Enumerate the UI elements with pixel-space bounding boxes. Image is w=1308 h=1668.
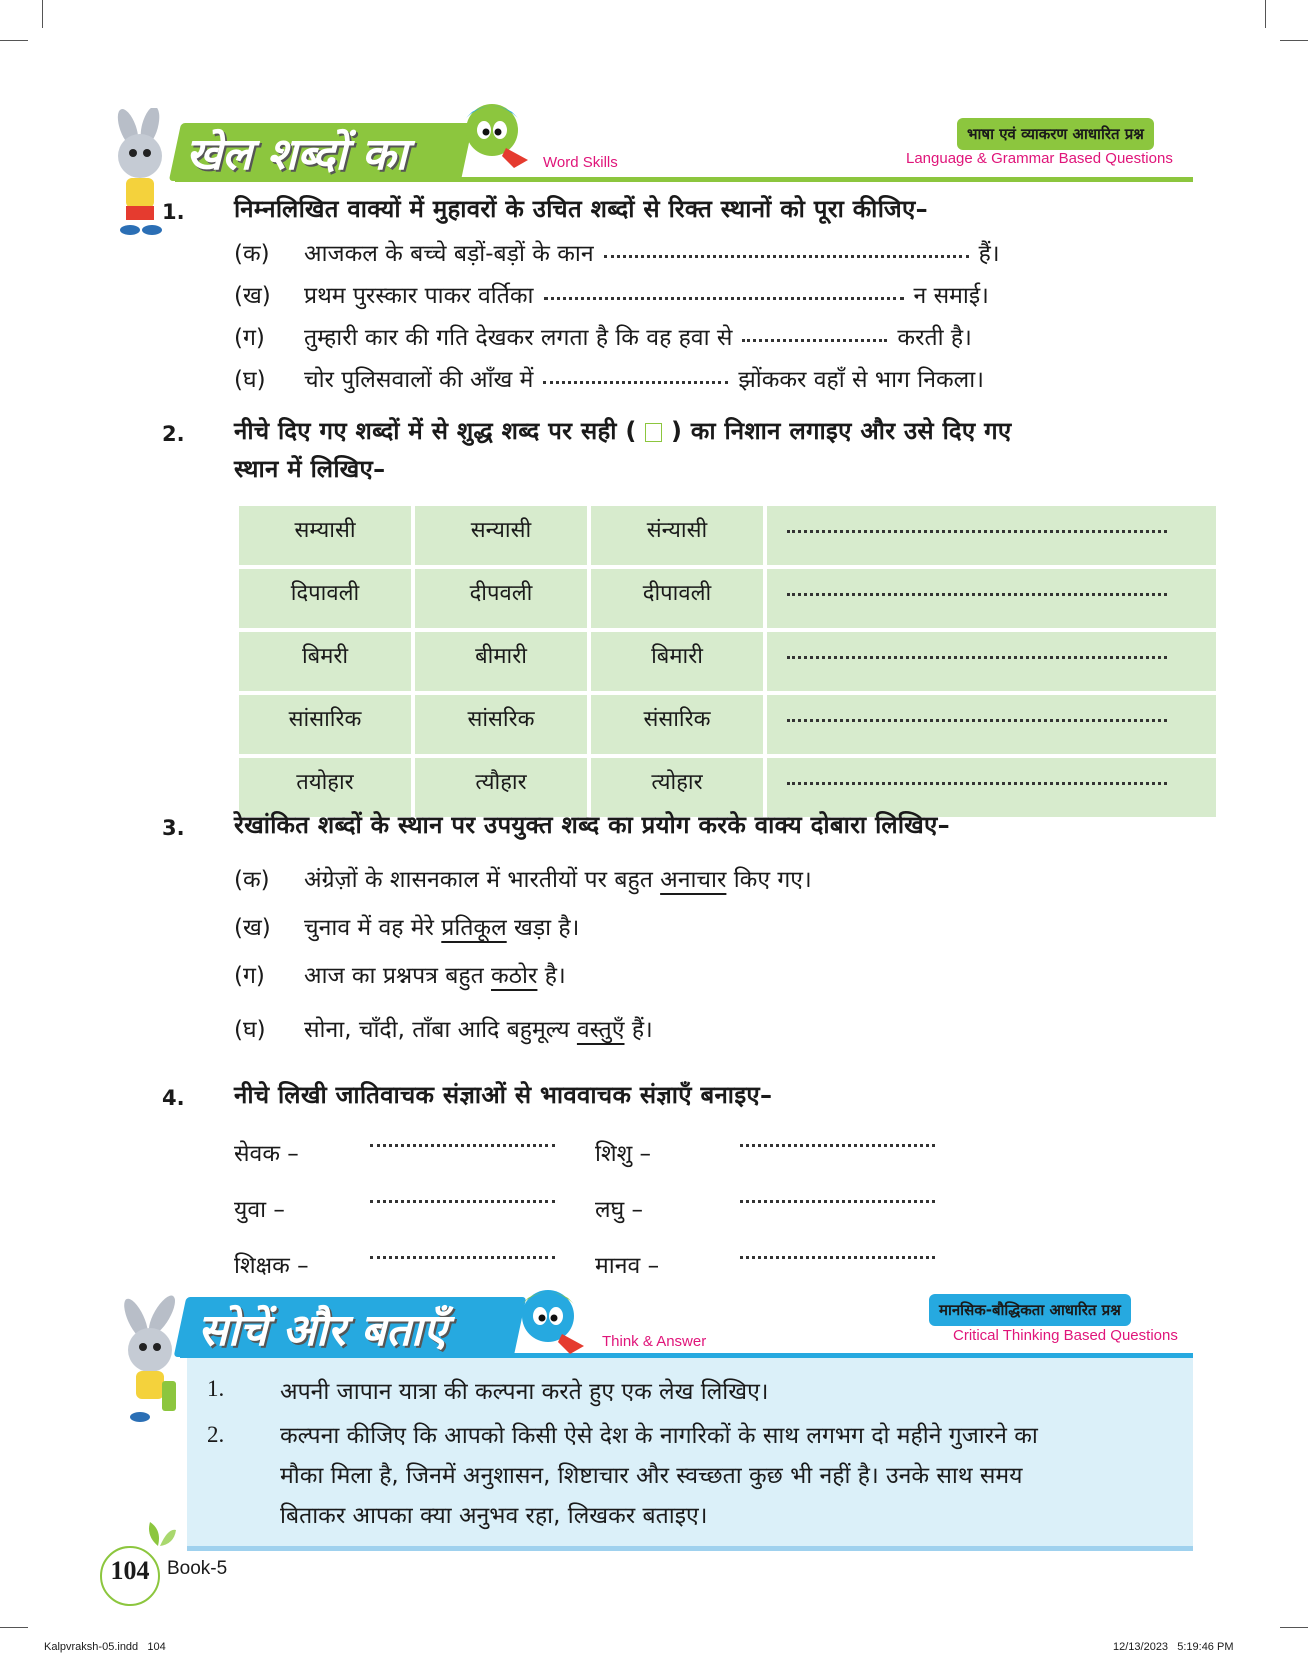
blank-line: [740, 1252, 935, 1259]
q2-title-part: ) का निशान लगाइए और उसे दिए गए: [670, 417, 1012, 445]
answer-line: [787, 593, 1167, 596]
underlined-word: कठोर: [491, 963, 538, 989]
checkbox-icon: [645, 423, 662, 442]
question-number: 4.: [162, 1086, 185, 1110]
blank-line: [370, 1252, 555, 1259]
item-text: तुम्हारी कार की गति देखकर लगता है कि वह हवा से: [304, 325, 733, 351]
category-tag-english: Critical Thinking Based Questions: [953, 1327, 1178, 1344]
q3-item-ka: [234, 862, 812, 894]
think-item-text: कल्पना कीजिए कि आपको किसी ऐसे देश के नागरिकों के साथ लगभग दो महीने गुजारने का: [280, 1423, 1038, 1449]
word-cell: सांसारिक: [239, 695, 411, 754]
blank-line: [740, 1196, 935, 1203]
question-title-cont: स्थान में लिखिए–: [234, 455, 386, 483]
word-cell: बिमारी: [591, 632, 763, 691]
think-item-text: बिताकर आपका क्या अनुभव रहा, लिखकर बताइए।: [280, 1503, 708, 1529]
item-mark: (ग): [234, 325, 265, 351]
item-text: अंग्रेज़ों के शासनकाल में भारतीयों पर बहुत: [304, 867, 653, 893]
category-tag: मानसिक-बौद्धिकता आधारित प्रश्न: [929, 1294, 1131, 1326]
blank-line: [604, 251, 969, 258]
item-text: करती है।: [897, 325, 972, 351]
word-table: [235, 502, 1220, 821]
word-cell: तयोहार: [239, 758, 411, 817]
item-text: खड़ा है।: [514, 915, 580, 941]
question-title: नीचे लिखी जातिवाचक संज्ञाओं से भाववाचक संज्ञाएँ बनाइए–: [234, 1081, 773, 1109]
table-row: [239, 632, 1216, 691]
table-row: [239, 506, 1216, 565]
word-cell: सांसरिक: [415, 695, 587, 754]
print-timestamp: 12/13/2023 5:19:46 PM: [1113, 1641, 1234, 1653]
item-mark: (ख): [234, 283, 271, 309]
category-tag: भाषा एवं व्याकरण आधारित प्रश्न: [957, 118, 1154, 150]
q3-item-gha: [234, 1012, 653, 1044]
file-name: Kalpvraksh-05.indd 104: [44, 1641, 166, 1653]
crop-mark: [1265, 0, 1266, 28]
question-title: निम्नलिखित वाक्यों में मुहावरों के उचित शब्दों से रिक्त स्थानों को पूरा कीजिए–: [234, 195, 928, 223]
blank-line: [370, 1196, 555, 1203]
item-text: सोना, चाँदी, ताँबा आदि बहुमूल्य: [304, 1017, 570, 1043]
item-text: चुनाव में वह मेरे: [304, 915, 434, 941]
q2-title-part: नीचे दिए गए शब्दों में से शुद्ध शब्द पर सही (: [234, 417, 637, 445]
item-text: हैं।: [631, 1017, 653, 1043]
think-item-text: अपनी जापान यात्रा की कल्पना करते हुए एक लेख लिखिए।: [280, 1379, 769, 1405]
question-title: [234, 414, 1011, 447]
answer-cell: [767, 506, 1216, 565]
word-cell: बिमरी: [239, 632, 411, 691]
table-row: [239, 695, 1216, 754]
item-text: आजकल के बच्चे बड़ों-बड़ों के कान: [304, 241, 594, 267]
item-text: है।: [544, 963, 566, 989]
think-item-number: 2.: [207, 1422, 225, 1447]
item-mark: (ख): [234, 915, 271, 941]
word-cell: त्योहार: [591, 758, 763, 817]
banner-title: खेल शब्दों का: [186, 129, 407, 180]
page-number: 104: [110, 1556, 150, 1585]
rabbit-mascot-icon: [110, 1295, 190, 1425]
blank-line: [740, 1140, 935, 1147]
think-item-text: मौका मिला है, जिनमें अनुशासन, शिष्टाचार और स्वच्छता कुछ भी नहीं है। उनके साथ समय: [280, 1463, 1023, 1489]
blank-line: [370, 1140, 555, 1147]
word-cell: दीपावली: [591, 569, 763, 628]
word-cell: दिपावली: [239, 569, 411, 628]
word-cell: सन्यासी: [415, 506, 587, 565]
question-number: 1.: [162, 200, 185, 224]
pencil-mascot-icon: [462, 98, 532, 170]
word-cell: सम्यासी: [239, 506, 411, 565]
item-text: झोंककर वहाँ से भाग निकला।: [738, 367, 984, 393]
word-cell: त्यौहार: [415, 758, 587, 817]
question-title: रेखांकित शब्दों के स्थान पर उपयुक्त शब्द का प्रयोग करके वाक्य दोबारा लिखिए–: [234, 811, 950, 839]
question-number: 3.: [162, 816, 185, 840]
crop-mark: [0, 1627, 28, 1628]
item-mark: (क): [234, 867, 270, 893]
book-label: Book-5: [167, 1558, 228, 1579]
banner-subtitle: Word Skills: [543, 154, 618, 171]
crop-mark: [1280, 1627, 1308, 1628]
word-cell: दीपवली: [415, 569, 587, 628]
answer-line: [787, 656, 1167, 659]
table-row: [239, 569, 1216, 628]
noun-right-item: लघु –: [595, 1197, 643, 1223]
underlined-word: वस्तुएँ: [576, 1017, 625, 1043]
q1-item-ga: [234, 320, 972, 352]
underlined-word: प्रतिकूल: [441, 915, 507, 941]
box-bottom-bar: [187, 1546, 1193, 1551]
word-cell: संन्यासी: [591, 506, 763, 565]
q1-item-gha: [234, 362, 984, 394]
item-mark: (घ): [234, 1017, 266, 1043]
q3-item-kha: [234, 910, 579, 942]
noun-right-item: शिशु –: [595, 1141, 652, 1167]
pencil-mascot-icon: [518, 1284, 588, 1356]
q1-item-kha: [234, 278, 989, 310]
word-cell: बीमारी: [415, 632, 587, 691]
item-text: किए गए।: [733, 867, 812, 893]
noun-left-item: सेवक –: [234, 1141, 299, 1167]
answer-line: [787, 782, 1167, 785]
q1-item-ka: [234, 236, 1000, 268]
question-number: 2.: [162, 422, 185, 446]
blank-line: [544, 293, 904, 300]
item-mark: (क): [234, 241, 270, 267]
item-mark: (घ): [234, 367, 266, 393]
item-mark: (ग): [234, 963, 265, 989]
word-cell: संसारिक: [591, 695, 763, 754]
answer-line: [787, 530, 1167, 533]
answer-line: [787, 719, 1167, 722]
think-item-number: 1.: [207, 1376, 225, 1401]
noun-right-item: मानव –: [595, 1253, 660, 1279]
answer-cell: [767, 569, 1216, 628]
crop-mark: [1280, 40, 1308, 41]
item-text: हैं।: [978, 241, 1000, 267]
blank-line: [543, 377, 728, 384]
item-text: आज का प्रश्नपत्र बहुत: [304, 963, 484, 989]
blank-line: [742, 335, 887, 342]
item-text: न समाई।: [913, 283, 989, 309]
underlined-word: अनाचार: [660, 867, 727, 893]
category-tag-english: Language & Grammar Based Questions: [906, 150, 1173, 167]
noun-left-item: युवा –: [234, 1197, 285, 1223]
crop-mark: [42, 0, 43, 28]
banner-title: सोचें और बताएँ: [198, 1305, 447, 1356]
banner-subtitle: Think & Answer: [602, 1333, 707, 1350]
answer-cell: [767, 632, 1216, 691]
crop-mark: [0, 40, 28, 41]
answer-cell: [767, 695, 1216, 754]
q3-item-ga: [234, 958, 566, 990]
leaf-icon: [138, 1518, 178, 1548]
noun-left-item: शिक्षक –: [234, 1253, 309, 1279]
item-text: प्रथम पुरस्कार पाकर वर्तिका: [304, 283, 534, 309]
item-text: चोर पुलिसवालों की आँख में: [304, 367, 534, 393]
